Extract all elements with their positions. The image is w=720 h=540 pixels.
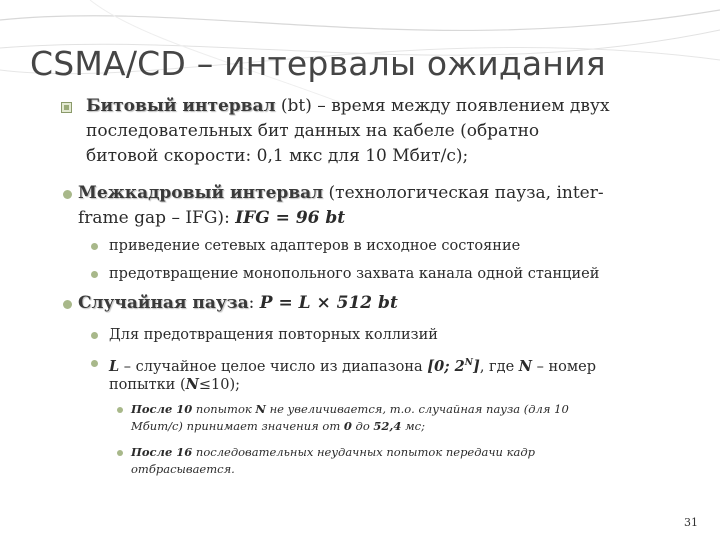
sub-bullet-monopoly-prevention: предотвращение монопольного захвата канала одной станцией <box>109 266 600 282</box>
sub-bullet-collision-prevention: Для предотвращения повторных коллизий <box>109 327 438 343</box>
sub-sub-bullet-icon <box>117 450 123 456</box>
bullet-ifg-line2 <box>78 206 345 231</box>
square-bullet-icon <box>61 102 72 113</box>
bold: 52,4 <box>373 419 402 433</box>
var: N <box>185 376 199 393</box>
sub-bullet-adapter-reset: приведение сетевых адаптеров в исходное состояние <box>109 238 521 254</box>
text: (bt) – время между появлением двух <box>275 96 610 116</box>
term-interframe-interval: Межкадровый интервал <box>78 183 324 203</box>
text: , где <box>479 358 519 375</box>
bullet-bit-interval-line3: битовой скорости: 0,1 мкс для 10 Мбит/с); <box>86 146 469 166</box>
var: L <box>109 357 120 375</box>
round-bullet-icon <box>63 190 72 199</box>
note-after-10-line2 <box>131 418 425 435</box>
bullet-bit-interval-line2: последовательных бит данных на кабеле (обратно <box>86 121 540 141</box>
text: : <box>248 293 260 313</box>
text: ≤10); <box>198 377 241 393</box>
sub-bullet-icon <box>91 243 98 250</box>
range-sup: N <box>464 358 473 368</box>
bold: 0 <box>343 419 352 433</box>
term-random-pause: Случайная пауза <box>78 293 249 313</box>
bullet-ifg-line1 <box>78 181 604 206</box>
term-bit-interval: Битовый интервал <box>86 96 276 116</box>
sub-bullet-random-range-line2 <box>109 374 240 396</box>
formula-random-pause: P = L × 512 bt <box>259 293 398 313</box>
text: frame gap – IFG): <box>78 208 236 228</box>
sub-sub-bullet-icon <box>117 407 123 413</box>
page-number: 31 <box>684 516 698 529</box>
sub-bullet-icon <box>91 271 98 278</box>
text: до <box>351 419 374 433</box>
formula-ifg: IFG = 96 bt <box>235 208 346 228</box>
sub-bullet-icon <box>91 332 98 339</box>
note-after-16-line1 <box>131 444 535 461</box>
range-end: ] <box>472 357 480 375</box>
sub-bullet-icon <box>91 360 98 367</box>
text: – случайное целое число из диапазона <box>119 358 428 375</box>
bullet-bit-interval-line1 <box>86 94 610 119</box>
bullet-random-pause <box>78 291 398 316</box>
bold: N <box>255 402 266 416</box>
round-bullet-icon <box>63 300 72 309</box>
text: попыток <box>192 402 256 416</box>
var: N <box>518 357 533 375</box>
text: мс; <box>401 419 425 433</box>
slide-title: CSMA/CD – интервалы ожидания <box>30 44 606 83</box>
text: Мбит/с) принимает значения от <box>131 419 344 433</box>
text: последовательных неудачных попыток передачи кадр <box>192 445 535 459</box>
note-after-10-line1 <box>131 401 569 418</box>
text: не увеличивается, т.о. случайная пауза (для 10 <box>265 402 569 416</box>
bold: После 16 <box>131 445 193 459</box>
bold: После 10 <box>131 402 193 416</box>
text: – номер <box>532 358 597 375</box>
range: [0; 2 <box>427 357 465 375</box>
text: попытки ( <box>109 377 186 393</box>
note-after-16-line2: отбрасывается. <box>131 462 235 476</box>
text: (технологическая пауза, inter- <box>323 183 604 203</box>
